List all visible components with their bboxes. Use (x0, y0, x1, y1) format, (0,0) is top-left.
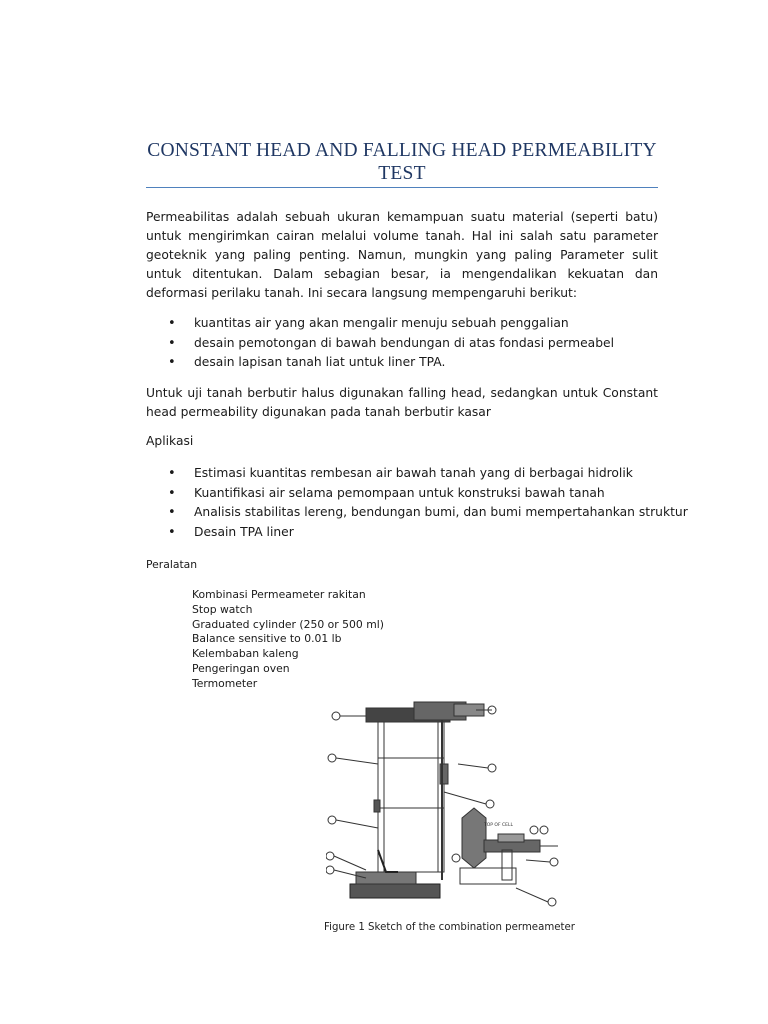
applications-heading: Aplikasi (146, 434, 194, 448)
list-item: • kuantitas air yang akan mengalir menuju sebuah penggalian (146, 314, 666, 334)
base-block (460, 868, 516, 884)
callout-badge (548, 898, 556, 906)
document-title: CONSTANT HEAD AND FALLING HEAD PERMEABILITY TEST (147, 140, 657, 184)
list-item: Balance sensitive to 0.01 lb (192, 632, 342, 646)
callout-badge (488, 764, 496, 772)
list-item: • desain pemotongan di bawah bendungan di atas fondasi permeabel (146, 334, 666, 354)
list-item: Kombinasi Permeameter rakitan (192, 588, 366, 601)
callout-badge (540, 826, 548, 834)
list-item: • desain lapisan tanah liat untuk liner TPA. (146, 353, 666, 373)
list-item: • Estimasi kuantitas rembesan air bawah tanah yang di berbagai hidrolik (146, 464, 666, 484)
callout-badge (486, 800, 494, 808)
callout-badge (550, 858, 558, 866)
list-item: Pengeringan oven (192, 661, 290, 675)
callout-badge (452, 854, 460, 862)
top-of-cell-label: TOP OF CELL (484, 823, 513, 828)
equipment-list (192, 588, 384, 692)
soil-note-paragraph: Untuk uji tanah berbutir halus digunakan falling head, sedangkan untuk Constant head permeability digunakan pada tanah berbutir kasar (146, 386, 658, 419)
list-item: Stop watch (192, 602, 253, 616)
side-cell (462, 808, 486, 868)
list-item: • Kuantifikasi air selama pemompaan untuk konstruksi bawah tanah (146, 484, 666, 504)
callout-badge (326, 866, 334, 874)
permeameter-figure (326, 700, 566, 916)
callout-badge (326, 852, 334, 860)
applications-list (146, 464, 688, 542)
base-plate (350, 884, 440, 898)
effects-list (146, 314, 666, 373)
equipment-heading: Peralatan (146, 558, 198, 571)
callout-badge (332, 712, 340, 720)
list-item: • Analisis stabilitas lereng, bendungan bumi, dan bumi mempertahankan struktur (146, 503, 666, 523)
sample-cylinder (378, 722, 444, 872)
callout-badge (530, 826, 538, 834)
figure-caption: Figure 1 Sketch of the combination permeameter (324, 922, 575, 933)
list-item: • Desain TPA liner (146, 523, 666, 543)
title-rule (146, 187, 658, 188)
callout-badge (328, 754, 336, 762)
intro-paragraph: Permeabilitas adalah sebuah ukuran kemampuan suatu material (seperti batu) untuk mengirimkan cairan melalui volume tanah. Hal ini salah satu parameter geoteknik yang paling penting. Namun, mungkin yang paling Parameter sulit untuk ditentukan. Dalam sebagian besar, ia mengendalikan kekuatan dan deformasi perilaku tanah. Ini secara langsung mempengaruhi berikut: (146, 210, 658, 300)
list-item: Kelembaban kaleng (192, 647, 299, 661)
list-item: Termometer (192, 676, 258, 690)
list-item: Graduated cylinder (250 or 500 ml) (192, 617, 384, 631)
callout-badge (328, 816, 336, 824)
